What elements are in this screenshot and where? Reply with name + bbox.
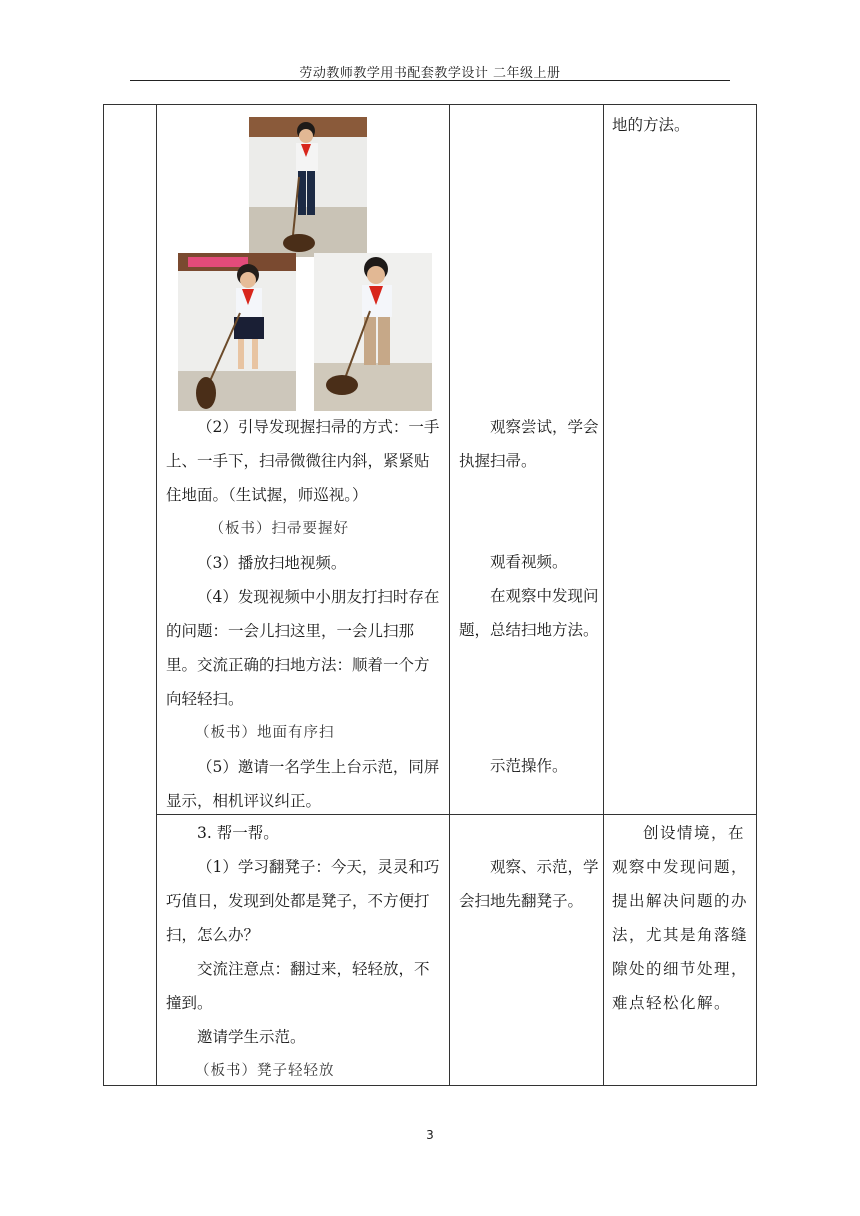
page-header: 劳动教师教学用书配套教学设计 二年级上册 <box>299 66 561 81</box>
board-note-3: （板书）凳子轻轻放 <box>195 1063 335 1079</box>
student-activity-a: 观察尝试，学会执握扫帚。 <box>459 418 599 470</box>
design-intent-1: 地的方法。 <box>612 116 690 134</box>
column-divider <box>603 105 604 1085</box>
teacher-step-5: （5）邀请一名学生上台示范，同屏显示，相机评议纠正。 <box>166 758 440 810</box>
design-intent-2: 创设情境，在观察中发现问题，提出解决问题的办法，尤其是角落缝隙处的细节处理，难点轻松化解。 <box>612 824 749 1012</box>
board-note-1: （板书）扫帚要握好 <box>209 521 349 537</box>
teacher-step-2: （2）引导发现握扫帚的方式：一手上、一手下，扫帚微微往内斜，紧紧贴住地面。（生试握，师巡视。） <box>166 418 440 504</box>
student-activity-d: 示范操作。 <box>490 757 568 775</box>
header-divider <box>130 80 730 81</box>
page-number: 3 <box>426 1128 434 1142</box>
student-activity-c: 在观察中发现问题，总结扫地方法。 <box>459 587 599 639</box>
section-heading: 3. 帮一帮。 <box>197 824 279 842</box>
photo-boy-sweeping-right <box>314 253 432 411</box>
student-activity-2: 观察、示范，学会扫地先翻凳子。 <box>459 858 599 910</box>
teacher-step-flip-stools: （1）学习翻凳子：今天，灵灵和巧巧值日，发现到处都是凳子，不方便打扫，怎么办？ <box>166 858 440 944</box>
photo-girl-sweeping <box>178 253 296 411</box>
teacher-step-4: （4）发现视频中小朋友打扫时存在的问题：一会儿扫这里，一会儿扫那里。交流正确的扫地方法：顺着一个方向轻轻扫。 <box>166 588 440 708</box>
teacher-invite: 邀请学生示范。 <box>197 1028 306 1046</box>
lesson-table <box>103 104 757 1086</box>
teacher-activities-2 <box>166 816 442 1088</box>
teacher-notes: 交流注意点：翻过来，轻轻放，不撞到。 <box>166 960 430 1012</box>
column-divider <box>156 105 157 1085</box>
teacher-activities-1 <box>166 410 442 818</box>
photo-boy-sweeping-top <box>249 117 367 257</box>
teacher-step-3: （3）播放扫地视频。 <box>197 554 347 572</box>
student-activity-b: 观看视频。 <box>490 553 568 571</box>
board-note-2: （板书）地面有序扫 <box>195 725 335 741</box>
column-divider <box>449 105 450 1085</box>
